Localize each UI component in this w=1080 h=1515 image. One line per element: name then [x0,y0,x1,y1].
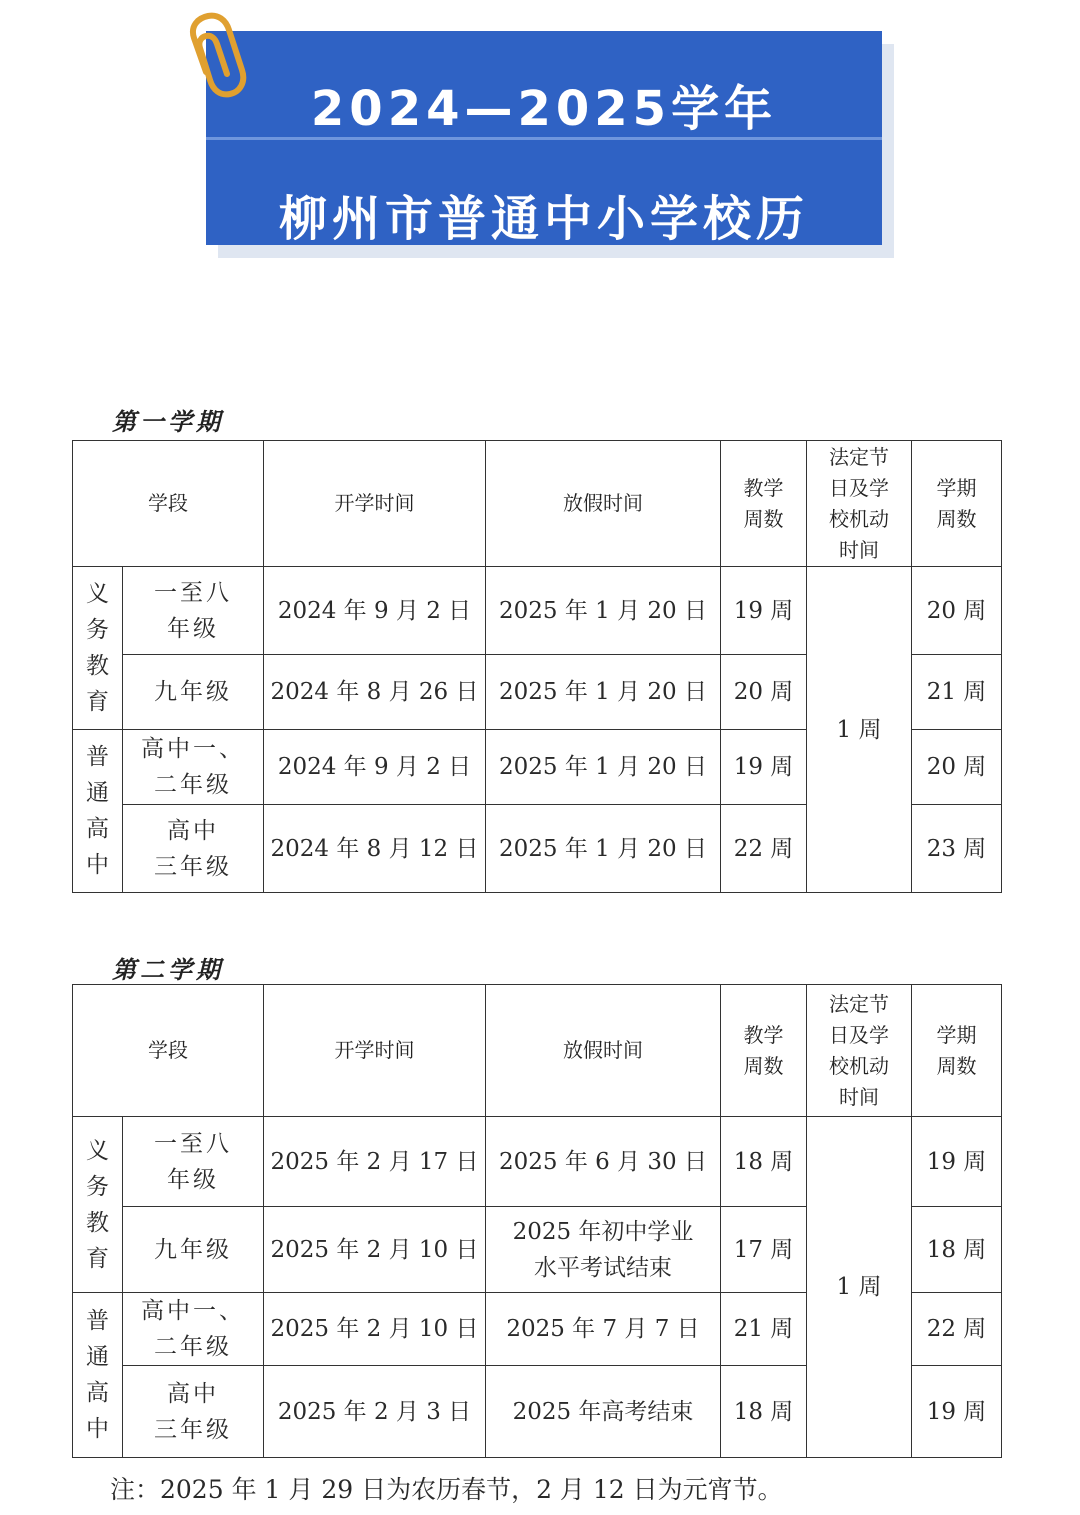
teach-weeks-cell: 19 周 [721,730,807,805]
term-weeks-cell: 21 周 [912,655,1002,730]
semester-1-table [72,440,1002,893]
start-date-cell: 2025 年 2 月 10 日 [264,1293,486,1366]
end-date-cell: 2025 年 1 月 20 日 [486,730,721,805]
grade-cell: 高中 三年级 [123,805,264,893]
start-date-cell: 2024 年 9 月 2 日 [264,730,486,805]
teach-weeks-cell: 21 周 [721,1293,807,1366]
title-banner [206,31,882,245]
header-end: 放假时间 [486,441,721,567]
teach-weeks-cell: 18 周 [721,1366,807,1458]
semester-2-table [72,984,1002,1458]
start-date-cell: 2024 年 9 月 2 日 [264,567,486,655]
table-row [73,1117,1002,1207]
start-date-cell: 2025 年 2 月 3 日 [264,1366,486,1458]
footnote: 注：2025 年 1 月 29 日为农历春节，2 月 12 日为元宵节。 [110,1475,783,1504]
grade-cell: 九年级 [123,655,264,730]
stage-compulsory: 义 务 教 育 [73,567,123,730]
end-date-cell: 2025 年高考结束 [486,1366,721,1458]
semester-2-title: 第二学期 [112,955,224,984]
term-weeks-cell: 20 周 [912,730,1002,805]
term-weeks-cell: 23 周 [912,805,1002,893]
stage-compulsory: 义 务 教 育 [73,1117,123,1293]
term-weeks-cell: 20 周 [912,567,1002,655]
header-term-weeks: 学期周数 [912,441,1002,567]
end-date-cell: 2025 年 1 月 20 日 [486,805,721,893]
end-date-cell: 2025 年 6 月 30 日 [486,1117,721,1207]
teach-weeks-cell: 22 周 [721,805,807,893]
teach-weeks-cell: 17 周 [721,1207,807,1293]
term-weeks-cell: 19 周 [912,1366,1002,1458]
start-date-cell: 2024 年 8 月 12 日 [264,805,486,893]
end-date-cell: 2025 年 1 月 20 日 [486,567,721,655]
term-weeks-cell: 18 周 [912,1207,1002,1293]
grade-cell: 高中 三年级 [123,1366,264,1458]
grade-cell: 高中一、 二年级 [123,730,264,805]
stage-high-school: 普 通 高 中 [73,1293,123,1458]
grade-cell: 九年级 [123,1207,264,1293]
term-weeks-cell: 19 周 [912,1117,1002,1207]
start-date-cell: 2025 年 2 月 10 日 [264,1207,486,1293]
end-date-cell: 2025 年初中学业 水平考试结束 [486,1207,721,1293]
header-end: 放假时间 [486,985,721,1117]
teach-weeks-cell: 18 周 [721,1117,807,1207]
start-date-cell: 2025 年 2 月 17 日 [264,1117,486,1207]
table-row [73,567,1002,655]
header-holiday: 法定节 日及学 校机动 时间 [807,985,912,1117]
header-holiday: 法定节 日及学 校机动 时间 [807,441,912,567]
header-teach-weeks: 教学周数 [721,441,807,567]
table-header-row [73,985,1002,1117]
teach-weeks-cell: 20 周 [721,655,807,730]
start-date-cell: 2024 年 8 月 26 日 [264,655,486,730]
header-start: 开学时间 [264,441,486,567]
stage-high-school: 普 通 高 中 [73,730,123,893]
header-stage: 学段 [73,441,264,567]
table-header-row [73,441,1002,567]
term-weeks-cell: 22 周 [912,1293,1002,1366]
grade-cell: 一至八 年级 [123,1117,264,1207]
holiday-weeks-cell: 1 周 [807,567,912,893]
holiday-weeks-cell: 1 周 [807,1117,912,1458]
header-teach-weeks: 教学周数 [721,985,807,1117]
grade-cell: 一至八 年级 [123,567,264,655]
banner-divider [206,137,882,140]
banner-title-main: 柳州市普通中小学校历 [278,191,809,247]
semester-1-title: 第一学期 [112,407,224,436]
paperclip-icon [184,12,254,104]
grade-cell: 高中一、 二年级 [123,1293,264,1366]
end-date-cell: 2025 年 1 月 20 日 [486,655,721,730]
teach-weeks-cell: 19 周 [721,567,807,655]
end-date-cell: 2025 年 7 月 7 日 [486,1293,721,1366]
banner-title-year: 2024—2025学年 [310,81,778,137]
header-start: 开学时间 [264,985,486,1117]
header-term-weeks: 学期周数 [912,985,1002,1117]
header-stage: 学段 [73,985,264,1117]
